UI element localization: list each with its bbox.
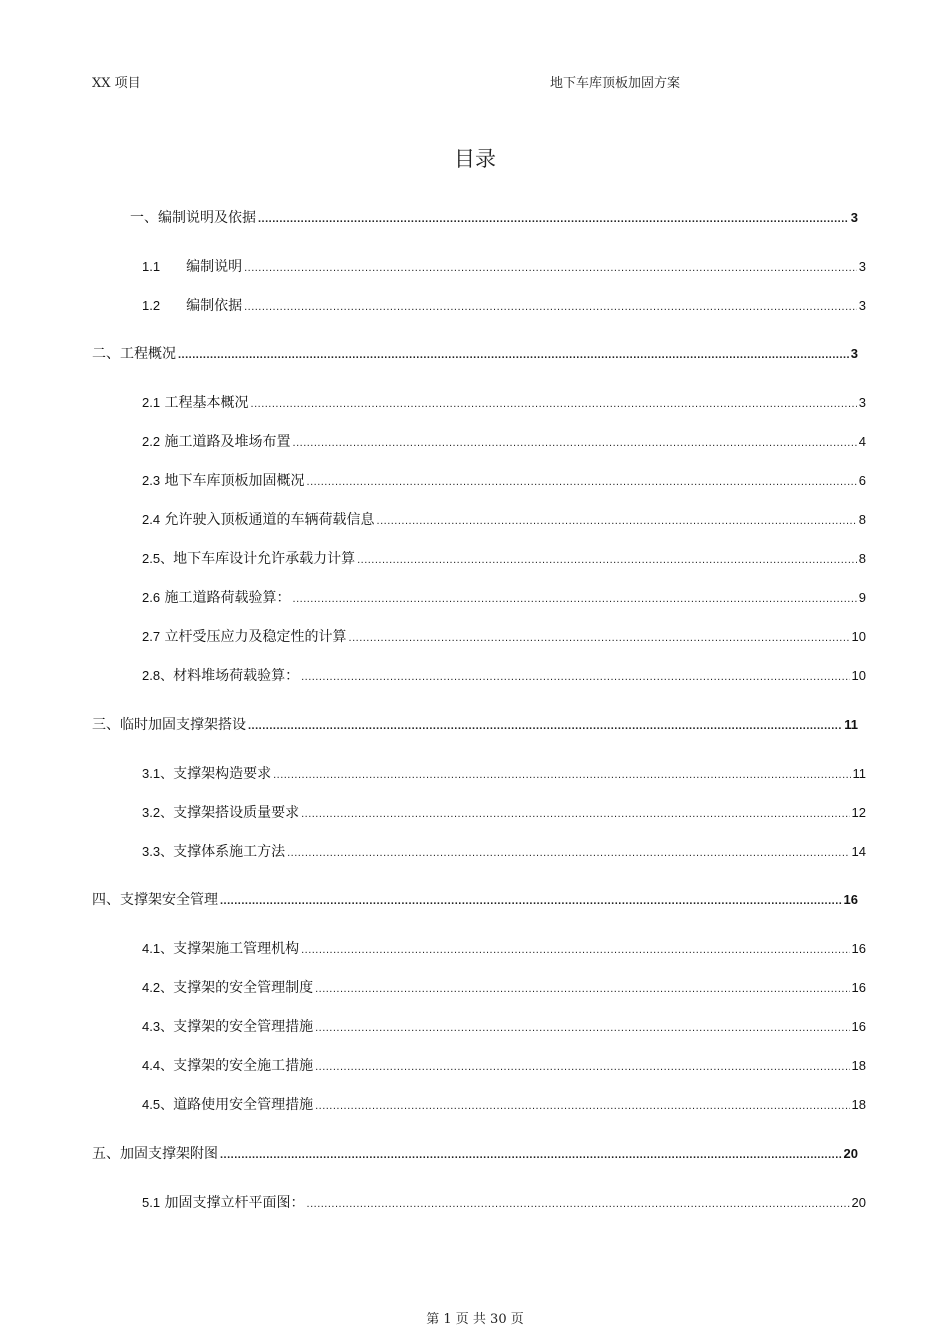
toc-entry-page: 8 <box>858 551 866 566</box>
toc-entry-label: 地下车库顶板加固概况 <box>164 473 305 489</box>
toc-entry-label: 施工道路荷载验算： <box>164 590 291 606</box>
toc-entry-page: 3 <box>858 395 866 410</box>
toc-entry-label: 四、支撑架安全管理 <box>92 892 218 908</box>
header-project-name: XX 项目 <box>92 76 141 91</box>
toc-leader-dots <box>293 437 857 449</box>
toc-entry-2-6[interactable] <box>142 587 866 607</box>
toc-entry-label: 编制说明 <box>186 259 243 275</box>
toc-entry-page: 10 <box>851 629 866 644</box>
toc-leader-dots <box>315 1022 849 1034</box>
toc-entry-1-1[interactable] <box>142 256 866 276</box>
toc-entry-label: 立杆受压应力及稳定性的计算 <box>164 629 347 645</box>
toc-entry-page: 16 <box>851 941 866 956</box>
toc-entry-label: 支撑架搭设质量要求 <box>173 805 300 821</box>
toc-entry-1-2[interactable] <box>142 295 866 315</box>
toc-entry-label: 支撑架的安全施工措施 <box>173 1058 314 1074</box>
toc-entry-label: 支撑架的安全管理制度 <box>173 980 314 996</box>
toc-entry-number: 3.1、 <box>142 766 174 781</box>
toc-entry-label: 五、加固支撑架附图 <box>92 1146 218 1162</box>
toc-leader-dots <box>301 808 849 820</box>
toc-leader-dots <box>315 1061 849 1073</box>
toc-entry-label: 加固支撑立杆平面图： <box>164 1195 305 1211</box>
toc-entry-3-1[interactable] <box>142 763 866 783</box>
toc-entry-label: 地下车库设计允许承载力计算 <box>173 551 356 567</box>
toc-entry-label: 支撑架施工管理机构 <box>173 941 300 957</box>
toc-entry-2-2[interactable] <box>142 431 866 451</box>
toc-entry-label: 工程基本概况 <box>164 395 249 411</box>
toc-entry-number: 4.2、 <box>142 980 174 995</box>
toc-leader-dots <box>357 554 857 566</box>
toc-entry-number: 2.5、 <box>142 551 174 566</box>
toc-entry-label: 允许驶入顶板通道的车辆荷载信息 <box>164 512 375 528</box>
toc-entry-number: 2.7 <box>142 629 161 644</box>
toc-entry-number: 5.1 <box>142 1195 161 1210</box>
toc-entry-page: 18 <box>851 1058 866 1073</box>
toc-entry-number: 2.6 <box>142 590 161 605</box>
toc-entry-4-2[interactable] <box>142 977 866 997</box>
toc-entry-label: 三、临时加固支撑架搭设 <box>92 717 246 733</box>
toc-entry-number: 3.2、 <box>142 805 174 820</box>
toc-entry-1[interactable] <box>130 207 858 227</box>
toc-entry-number: 1.1 <box>142 259 161 274</box>
toc-leader-dots <box>301 944 849 956</box>
toc-entry-number: 4.1、 <box>142 941 174 956</box>
toc-entry-2-5[interactable] <box>142 548 866 568</box>
header-document-title: 地下车库顶板加固方案 <box>550 76 681 91</box>
toc-entry-number: 3.3、 <box>142 844 174 859</box>
toc-entry-3[interactable] <box>92 714 858 734</box>
toc-leader-dots <box>244 301 857 313</box>
toc-entry-5[interactable] <box>92 1143 858 1163</box>
toc-leader-dots <box>248 720 842 732</box>
toc-entry-page: 16 <box>843 892 858 907</box>
toc-entry-page: 16 <box>851 980 866 995</box>
toc-entry-number: 2.4 <box>142 512 161 527</box>
toc-entry-page: 11 <box>852 766 866 781</box>
toc-entry-page: 6 <box>858 473 866 488</box>
toc-leader-dots <box>301 671 849 683</box>
toc-entry-number: 2.8、 <box>142 668 174 683</box>
toc-leader-dots <box>220 895 842 907</box>
toc-leader-dots <box>315 983 849 995</box>
toc-entry-page: 8 <box>858 512 866 527</box>
toc-entry-label: 二、工程概况 <box>92 346 176 362</box>
toc-leader-dots <box>273 769 850 781</box>
toc-entry-label: 支撑体系施工方法 <box>173 844 286 860</box>
toc-entry-3-2[interactable] <box>142 802 866 822</box>
toc-leader-dots <box>315 1100 849 1112</box>
toc-leader-dots <box>178 349 849 361</box>
toc-entry-2-4[interactable] <box>142 509 866 529</box>
toc-entry-3-3[interactable] <box>142 841 866 861</box>
toc-entry-label: 编制依据 <box>186 298 243 314</box>
toc-entry-number: 2.2 <box>142 434 161 449</box>
toc-entry-number: 4.3、 <box>142 1019 174 1034</box>
toc-entry-page: 11 <box>844 717 858 732</box>
toc-title: 目录 <box>454 147 496 171</box>
toc-entry-page: 16 <box>851 1019 866 1034</box>
toc-leader-dots <box>307 1198 850 1210</box>
toc-entry-5-1[interactable] <box>142 1192 866 1212</box>
toc-entry-label: 一、编制说明及依据 <box>130 210 256 226</box>
toc-entry-number: 2.1 <box>142 395 161 410</box>
toc-entry-4-4[interactable] <box>142 1055 866 1075</box>
toc-leader-dots <box>293 593 857 605</box>
toc-entry-2[interactable] <box>92 343 858 363</box>
toc-entry-number: 4.5、 <box>142 1097 174 1112</box>
toc-entry-label: 道路使用安全管理措施 <box>173 1097 314 1113</box>
toc-entry-page: 12 <box>851 805 866 820</box>
toc-entry-page: 4 <box>858 434 866 449</box>
toc-entry-page: 3 <box>850 346 858 361</box>
toc-leader-dots <box>244 262 857 274</box>
toc-leader-dots <box>307 476 857 488</box>
toc-entry-page: 20 <box>843 1146 858 1161</box>
toc-entry-page: 10 <box>851 668 866 683</box>
toc-leader-dots <box>287 847 849 859</box>
toc-entry-2-7[interactable] <box>142 626 866 646</box>
toc-leader-dots <box>349 632 850 644</box>
toc-entry-number: 2.3 <box>142 473 161 488</box>
toc-leader-dots <box>258 213 849 225</box>
toc-leader-dots <box>251 398 857 410</box>
toc-leader-dots <box>377 515 857 527</box>
toc-entry-4[interactable] <box>92 889 858 909</box>
toc-entry-4-1[interactable] <box>142 938 866 958</box>
toc-entry-page: 3 <box>858 298 866 313</box>
toc-entry-label: 材料堆场荷载验算： <box>173 668 300 684</box>
toc-entry-number: 4.4、 <box>142 1058 174 1073</box>
toc-leader-dots <box>220 1149 842 1161</box>
toc-entry-page: 14 <box>851 844 866 859</box>
toc-entry-4-3[interactable] <box>142 1016 866 1036</box>
toc-entry-label: 施工道路及堆场布置 <box>164 434 291 450</box>
toc-entry-page: 3 <box>858 259 866 274</box>
toc-entry-number: 1.2 <box>142 298 161 313</box>
toc-entry-label: 支撑架的安全管理措施 <box>173 1019 314 1035</box>
toc-entry-label: 支撑架构造要求 <box>173 766 272 782</box>
toc-entry-2-1[interactable] <box>142 392 866 412</box>
toc-entry-2-3[interactable] <box>142 470 866 490</box>
toc-entry-page: 18 <box>851 1097 866 1112</box>
toc-entry-page: 9 <box>858 590 866 605</box>
toc-entry-2-8[interactable] <box>142 665 866 685</box>
toc-entry-page: 3 <box>850 210 858 225</box>
toc-entry-4-5[interactable] <box>142 1094 866 1114</box>
page-number-footer: 第 1 页 共 30 页 <box>426 1312 524 1327</box>
toc-entry-page: 20 <box>851 1195 866 1210</box>
